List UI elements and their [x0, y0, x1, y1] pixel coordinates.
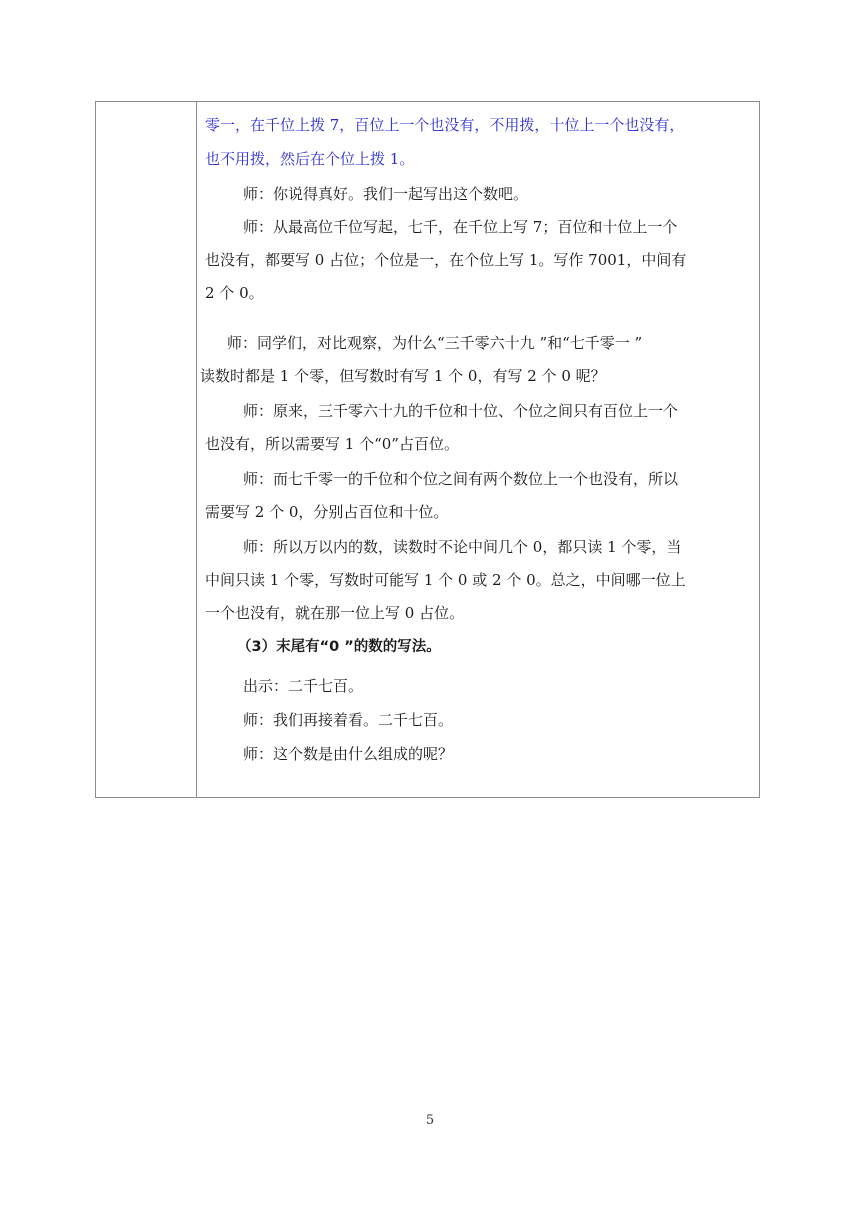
- text-line: 也没有，所以需要写 1 个“0”占百位。: [205, 435, 459, 453]
- text-line: 师：我们再接着看。二千七百。: [243, 711, 454, 729]
- text-line: 零一，在千位上拨 7，百位上一个也没有，不用拨，十位上一个也没有，: [205, 116, 685, 134]
- text-line: 师：同学们，对比观察，为什么“三千零六十九 ”和“七千零一 ”: [227, 334, 643, 352]
- text-line: 师：你说得真好。我们一起写出这个数吧。: [243, 185, 529, 203]
- text-line: 读数时都是 1 个零，但写数时有写 1 个 0，有写 2 个 0 呢？: [200, 367, 606, 385]
- lesson-table: [95, 101, 760, 798]
- text-line: 中间只读 1 个零，写数时可能写 1 个 0 或 2 个 0。总之，中间哪一位上: [205, 571, 686, 589]
- text-line: 师：这个数是由什么组成的呢？: [243, 745, 454, 763]
- text-line: 师：从最高位千位写起，七千，在千位上写 7；百位和十位上一个: [243, 218, 678, 236]
- text-line: 师：所以万以内的数，读数时不论中间几个 0，都只读 1 个零，当: [243, 538, 682, 556]
- text-line: 师：而七千零一的千位和个位之间有两个数位上一个也没有，所以: [243, 470, 679, 488]
- content-cell: [197, 102, 759, 797]
- text-line: 出示：二千七百。: [243, 677, 364, 695]
- text-line: 一个也没有，就在那一位上写 0 占位。: [205, 604, 465, 622]
- text-line: 也没有，都要写 0 占位；个位是一，在个位上写 1。写作 7001，中间有: [205, 251, 687, 269]
- text-line: 师：原来，三千零六十九的千位和十位、个位之间只有百位上一个: [243, 402, 679, 420]
- page-number: 5: [425, 1113, 435, 1128]
- text-line: 2 个 0。: [205, 284, 264, 302]
- section-heading: （3）末尾有“0 ”的数的写法。: [237, 639, 441, 655]
- text-line: 也不用拨，然后在个位上拨 1。: [205, 150, 415, 168]
- text-line: 需要写 2 个 0，分别占百位和十位。: [205, 503, 449, 521]
- left-column-cell: [96, 102, 197, 797]
